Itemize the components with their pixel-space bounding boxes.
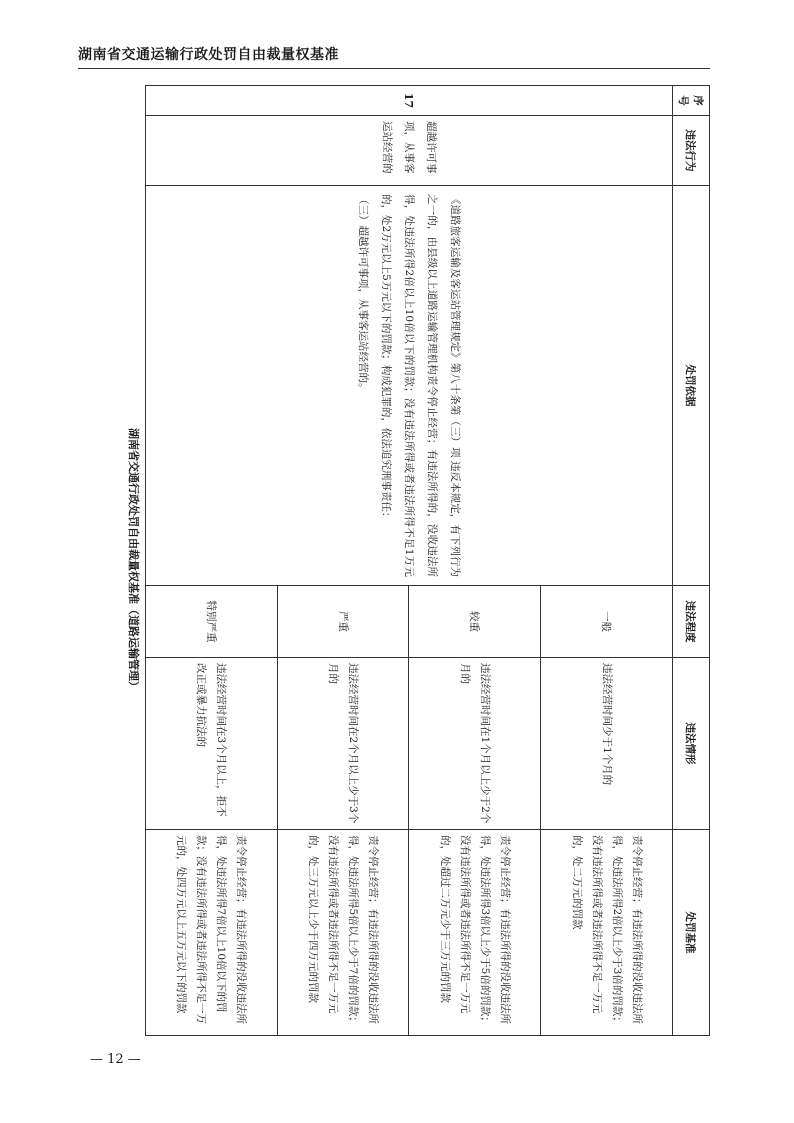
standard-cell: 责令停止经营；有违法所得的没收违法所得，处违法所得5倍以上少于7倍的罚款；没有违法所得或者违法所得不足一万元的，处三万元以上少于四万元的罚款 <box>277 830 409 1036</box>
basis-cell <box>146 186 673 586</box>
situation-cell: 违法经营时间在3个月以上，拒不改正或暴力抗法的 <box>146 658 278 830</box>
column-header-violation: 违法行为 <box>673 116 710 186</box>
table-row <box>541 86 673 1036</box>
standard-cell: 责令停止经营；有违法所得的没收违法所得，处违法所得7倍以上10倍以下的罚款；没有违法所得或者违法所得不足一万元的，处四万元以上五万元以下的罚款 <box>146 830 278 1036</box>
situation-cell: 违法经营时间少于1个月的 <box>541 658 673 830</box>
rotated-table-page <box>115 85 710 1035</box>
page-header-title: 湖南省交通运输行政处罚自由裁量权基准 <box>78 47 339 63</box>
discretion-standard-table <box>145 85 710 1036</box>
column-header-basis: 处罚依据 <box>673 186 710 586</box>
column-header-seq: 序号 <box>673 86 710 116</box>
column-header-degree: 违法程度 <box>673 586 710 658</box>
situation-cell: 违法经营时间在1个月以上少于2个月的 <box>409 658 541 830</box>
degree-cell: 一般 <box>541 586 673 658</box>
page-number: — 12 — <box>90 1052 141 1067</box>
column-header-situation: 违法情形 <box>673 658 710 830</box>
degree-cell: 较重 <box>409 586 541 658</box>
basis-paragraph: （三）超越许可事项，从事客运站经营的。 <box>357 194 370 394</box>
degree-cell: 特别严重 <box>146 586 278 658</box>
column-header-standard: 处罚基准 <box>673 830 710 1036</box>
table-header-row <box>673 86 710 1036</box>
violation-cell: 超越许可事项，从事客运站经营的 <box>146 116 673 186</box>
header-divider <box>78 68 710 69</box>
standard-cell: 责令停止经营；有违法所得的没收违法所得，处违法所得3倍以上少于5倍的罚款；没有违法所得或者违法所得不足一万元的，处超过二万元少于三万元的罚款 <box>409 830 541 1036</box>
basis-paragraph: 《道路旅客运输及客运站管理规定》第八十条第（三）项 违反本规定，有下列行为之一的，由县级以上道路运输管理机构责令停止经营；有违法所得的，没收违法所得，处违法所得2倍以上10倍以下的罚款；没有违法所得或者违法所得不足1万元的，处2万元以上5万元以下的罚款；构成犯罪的，依法追究刑事责任： <box>380 194 462 577</box>
seq-cell: 17 <box>146 86 673 116</box>
table-caption: 湖南省交通行政处罚自由裁量权基准（道路运输管理） <box>127 428 140 692</box>
situation-cell: 违法经营时间在2个月以上少于3个月的 <box>277 658 409 830</box>
degree-cell: 严重 <box>277 586 409 658</box>
standard-cell: 责令停止经营；有违法所得的没收违法所得，处违法所得2倍以上少于3倍的罚款；没有违法所得或者违法所得不足一万元的，处二万元的罚款 <box>541 830 673 1036</box>
